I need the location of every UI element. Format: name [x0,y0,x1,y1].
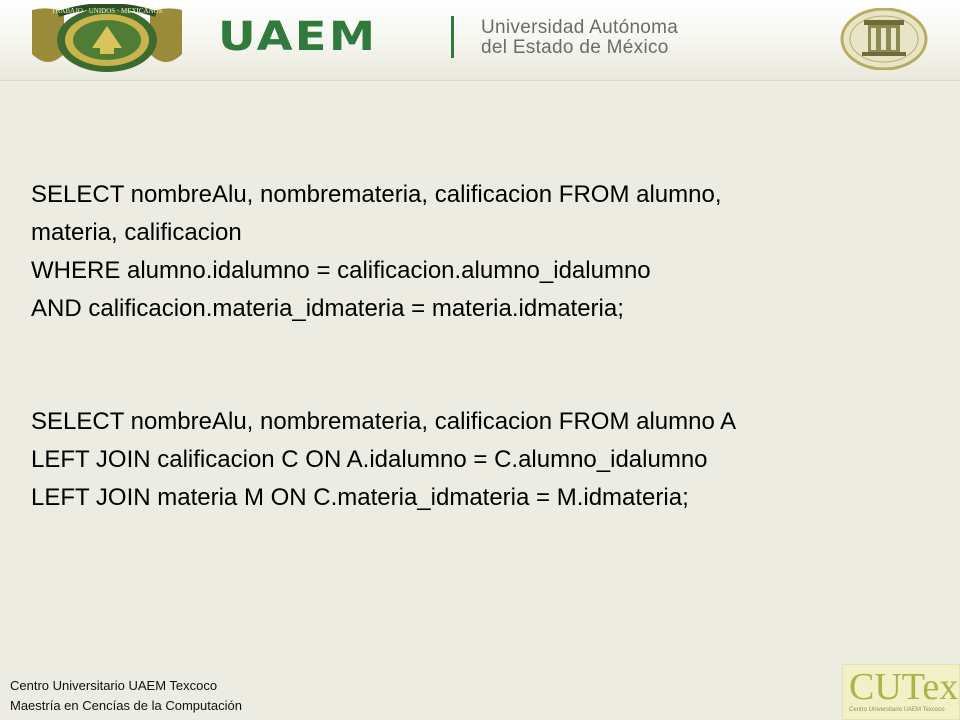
sql-query-1-line: WHERE alumno.idalumno = calificacion.alumno_idalumno [31,257,651,284]
sql-query-2-line: LEFT JOIN calificacion C ON A.idalumno = C.alumno_idalumno [31,446,708,473]
university-name-line2: del Estado de México [481,37,669,58]
sql-query-1-line: SELECT nombreAlu, nombremateria, calificacion FROM alumno, [31,181,722,208]
header-divider [451,16,454,58]
footer-line-campus: Centro Universitario UAEM Texcoco [10,678,218,693]
university-name-line1: Universidad Autónoma [481,17,679,38]
sql-query-implicit-join [31,176,891,328]
footer-line-program: Maestría en Cencías de la Computación [10,698,242,713]
sql-query-2-line: LEFT JOIN materia M ON C.materia_idmateria = M.idmateria; [31,484,689,511]
uaem-coat-of-arms-logo [28,4,186,74]
sql-query-2-line: SELECT nombreAlu, nombremateria, calificacion FROM alumno A [31,408,737,435]
cutex-logo-text: CUTex [849,666,959,708]
sql-query-1-line: materia, calificacion [31,219,242,246]
header-banner [0,0,960,81]
footer-caption [10,676,242,716]
cutex-logo-subtext: Centro Universitario UAEM Texcoco [849,707,945,713]
sql-query-left-join [31,403,911,517]
seal-left-label: TRABAJO · UNIDOS · MEXICANOS [51,7,163,15]
cutex-logo [842,664,960,720]
university-name [481,18,678,58]
uaem-wordmark: UAEM [218,14,378,60]
sql-query-1-line: AND calificacion.materia_idmateria = materia.idmateria; [31,295,624,322]
anniversary-seal-logo [840,8,928,70]
